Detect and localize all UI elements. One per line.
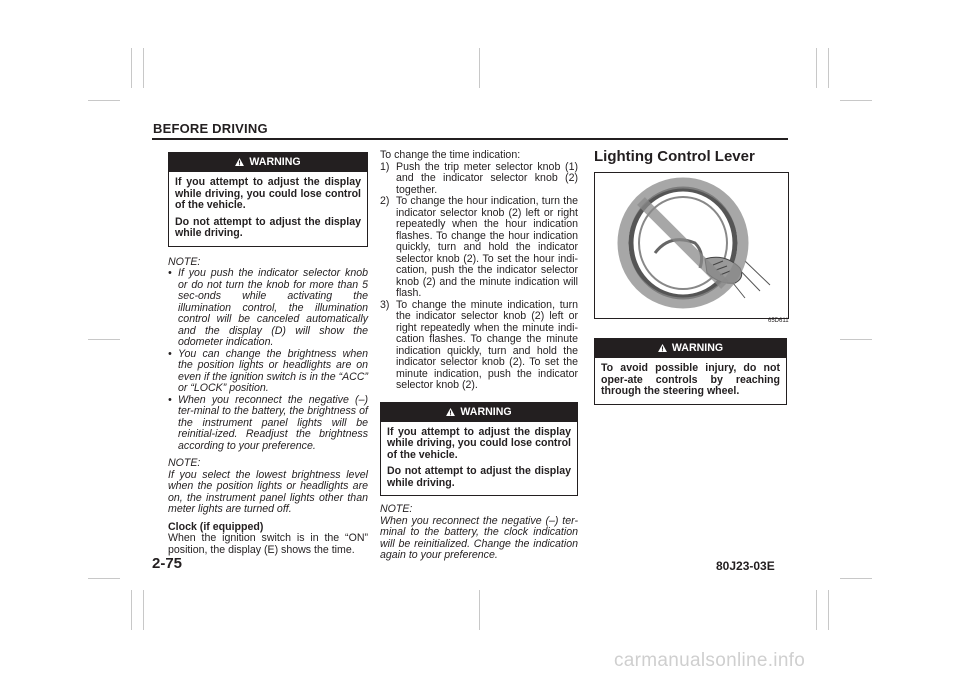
crop-mark (840, 100, 872, 101)
step-item (380, 300, 578, 392)
note-list (168, 268, 368, 452)
crop-mark (88, 339, 120, 340)
note-text: When you reconnect the negative (–) ter-minal to the battery, the clock indication will be reinitialized. Change the indication again to your preference. (380, 514, 578, 561)
warning-title: WARNING (249, 156, 301, 168)
time-intro: To change the time indication: (380, 149, 521, 161)
note-label: NOTE: (380, 503, 413, 515)
warning-box (380, 402, 578, 497)
warning-body (595, 358, 786, 404)
warning-text: To avoid possible injury, do not oper-ate controls by reaching through the steering wheel. (601, 362, 780, 397)
crop-mark (143, 590, 144, 630)
warning-triangle-icon (235, 158, 244, 166)
warning-header (595, 339, 786, 358)
clock-heading: Clock (if equipped) (168, 520, 264, 533)
step-item (380, 162, 578, 197)
warning-header (381, 403, 577, 422)
warning-body (381, 422, 577, 496)
step-item (380, 196, 578, 300)
header-rule (152, 138, 788, 140)
note-item: • When you reconnect the negative (–) ter-minal to the battery, the brightness of the instrument panel lights will be reinitial-ized. Readjust the brightness according to your preference. (168, 395, 368, 453)
watermark: carmanualsonline.info (614, 650, 806, 671)
crop-mark (143, 48, 144, 88)
note-label: NOTE: (168, 457, 201, 469)
document-code: 80J23-03E (716, 559, 775, 573)
warning-body (169, 172, 367, 246)
crop-mark (131, 48, 132, 88)
figure-code: 65D611 (768, 318, 789, 324)
crop-mark (840, 578, 872, 579)
step-text: To change the hour indication, turn the indicator selector knob (2) left or right repeatedly when the hour indication flashes. To change the hour indication quickly, turn and hold the indicator selector knob (2). To set the hour indi-cation, push the the indicator selector knob (2) and the minute indication will flash. (396, 195, 578, 299)
warning-text: Do not attempt to adjust the display while driving. (387, 465, 571, 489)
crop-mark (816, 48, 817, 88)
crop-mark (479, 48, 480, 88)
clock-text: When the ignition switch is in the “ON” position, the display (E) shows the time. (168, 532, 368, 556)
warning-text: Do not attempt to adjust the display while driving. (175, 215, 361, 239)
warning-text: If you attempt to adjust the display while driving, you could lose control of the vehicle. (387, 425, 571, 461)
no-reach-through-wheel-icon (595, 173, 788, 318)
warning-text: If you attempt to adjust the display while driving, you could lose control of the vehicle. (175, 176, 361, 211)
crop-mark (840, 339, 872, 340)
crop-mark (479, 590, 480, 630)
warning-triangle-icon (658, 344, 667, 352)
column-2 (380, 150, 578, 562)
note-item: • If you push the indicator selector knob or do not turn the knob for more than 5 sec-onds while activating the illumination control, the illumination control will be canceled automatically and the display (D) will show the odometer indication. (168, 268, 368, 349)
step-number: 3) (380, 298, 390, 311)
warning-header (169, 153, 367, 172)
crop-mark (131, 590, 132, 630)
steering-wheel-illustration (594, 172, 789, 319)
crop-mark (828, 590, 829, 630)
crop-mark (88, 100, 120, 101)
step-number: 2) (380, 195, 390, 207)
note-text: If you select the lowest brightness level when the position lights or headlights are on, the instrument panel lights other than meter lights are turned off. (168, 468, 368, 515)
warning-triangle-icon (446, 408, 455, 416)
section-heading: Lighting Control Lever (594, 148, 755, 165)
note-label: NOTE: (168, 255, 201, 268)
step-text: To change the minute indication, turn the indicator selector knob (2) left or right repeatedly when the minute indi-cation flashes. To change the minute indication quickly, turn and hold the indicator selector knob (2). To set the minute indication, push the indicator selector knob (2). (396, 298, 578, 391)
warning-title: WARNING (460, 405, 512, 418)
column-3 (594, 148, 789, 166)
step-number: 1) (380, 160, 390, 173)
crop-mark (828, 48, 829, 88)
note-item: • You can change the brightness when the position lights or headlights are on even if the ignition switch is in the “ACC” or “LOCK” position. (168, 349, 368, 395)
page-number: 2-75 (152, 555, 183, 572)
column-1 (168, 152, 368, 556)
section-title: BEFORE DRIVING (153, 121, 268, 136)
column-3-warning (594, 338, 787, 405)
crop-mark (88, 578, 120, 579)
crop-mark (816, 590, 817, 630)
warning-title: WARNING (671, 342, 724, 354)
step-list (380, 162, 578, 392)
warning-box (168, 152, 368, 247)
step-text: Push the trip meter selector knob (1) and the indicator selector knob (2) together. (396, 160, 578, 196)
warning-box (594, 338, 787, 405)
